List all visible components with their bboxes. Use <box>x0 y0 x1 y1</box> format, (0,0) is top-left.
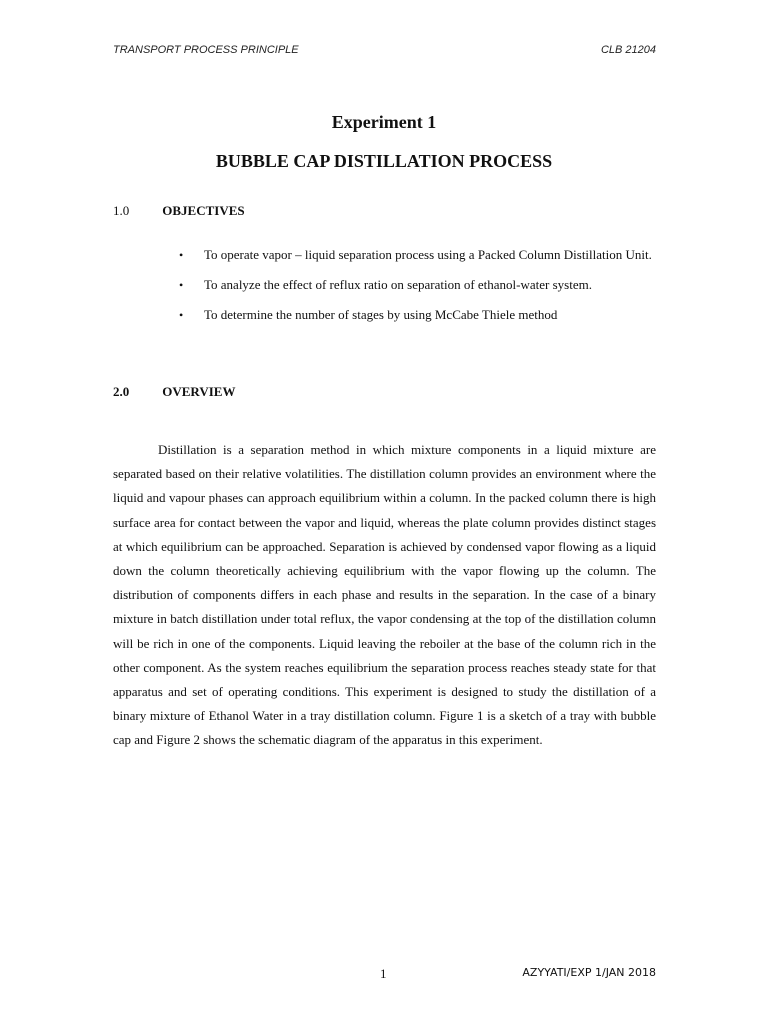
overview-label: OVERVIEW <box>162 384 236 399</box>
overview-number: 2.0 <box>113 384 130 399</box>
objective-text: To operate vapor – liquid separation process using a Packed Column Distillation Unit. <box>204 247 652 262</box>
experiment-title: Experiment 1 <box>331 112 437 132</box>
header-course-code: CLB 21204 <box>600 44 656 56</box>
objectives-label: OBJECTIVES <box>162 203 245 218</box>
overview-heading <box>113 384 235 400</box>
objectives-list <box>176 243 658 333</box>
objectives-heading <box>113 203 245 219</box>
list-item <box>176 303 658 327</box>
header-course-title: TRANSPORT PROCESS PRINCIPLE <box>113 44 299 56</box>
bullet-icon: • <box>179 308 184 322</box>
objective-text: To determine the number of stages by using McCabe Thiele method <box>204 307 558 322</box>
list-item <box>176 243 658 267</box>
bullet-icon: • <box>179 248 184 262</box>
objective-text: To analyze the effect of reflux ratio on separation of ethanol-water system. <box>204 277 592 292</box>
page-number: 1 <box>380 966 387 981</box>
list-item <box>176 273 658 297</box>
bullet-icon: • <box>179 278 184 292</box>
document-title: BUBBLE CAP DISTILLATION PROCESS <box>215 151 553 171</box>
overview-paragraph: Distillation is a separation method in which mixture components in a liquid mixture are separated based on their relative volatilities. The distillation column provides an environment where the liquid and vapour phases can approach equilibrium within a column. In the packed column there is high surface area for contact between the vapor and liquid, whereas the plate column provides distinct stages at which equilibrium can be approached. Separation is achieved by condensed vapor flowing as a liquid down the column theoretically achieving equilibrium with the vapor flowing up the column. The distribution of components differs in each phase and results in the separation. In the case of a binary mixture in batch distillation under total reflux, the vapor condensing at the top of the distillation column will be rich in one of the components. Liquid leaving the reboiler at the base of the column rich in the other component. As the system reaches equilibrium the separation process reaches steady state for that apparatus and set of operating conditions. This experiment is designed to study the distillation of a binary mixture of Ethanol Water in a tray distillation column. Figure 1 is a sketch of a tray with bubble cap and Figure 2 shows the schematic diagram of the apparatus in this experiment. <box>113 442 656 748</box>
document-reference: AZYYATI/EXP 1/JAN 2018 <box>522 966 656 979</box>
objectives-number: 1.0 <box>113 203 130 218</box>
